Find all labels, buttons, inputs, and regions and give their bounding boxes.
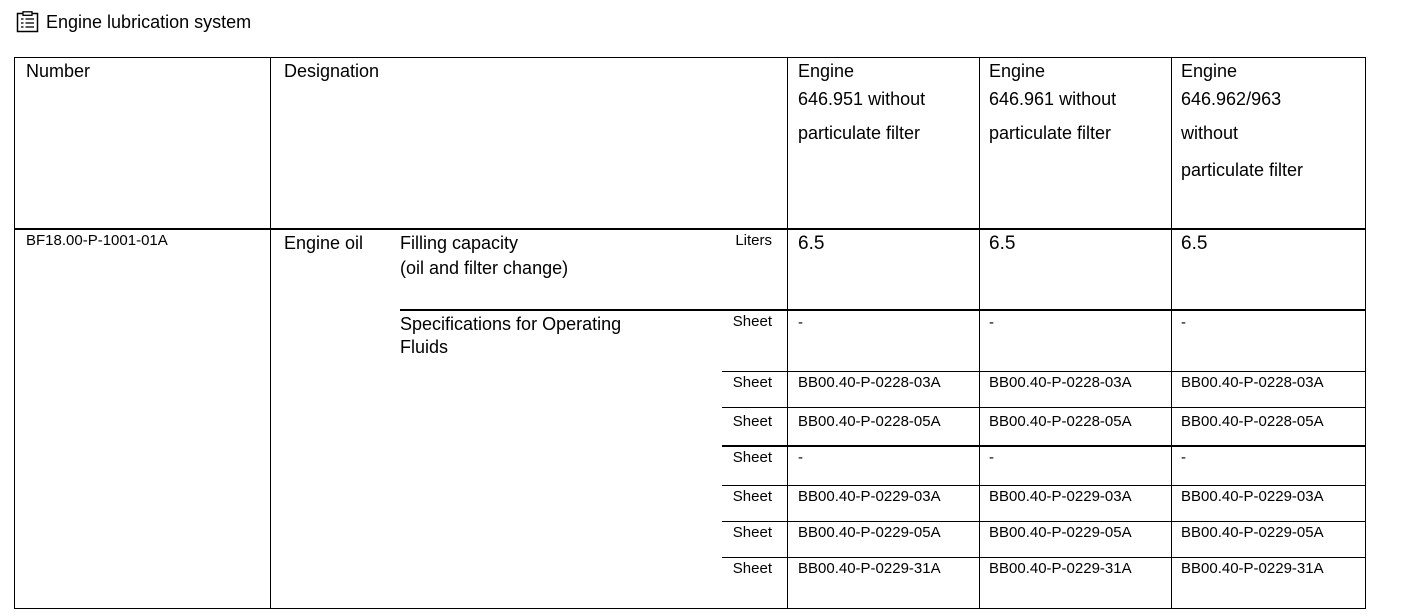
spec-value: - — [798, 449, 803, 466]
unit-sheet: Sheet — [732, 524, 772, 541]
sheet-link[interactable]: BB00.40-P-0229-31A — [798, 560, 941, 577]
column-divider — [787, 58, 788, 608]
specifications-sublabel: Fluids — [400, 337, 449, 357]
filling-value: 6.5 — [798, 233, 825, 254]
sheet-link[interactable]: BB00.40-P-0229-03A — [1181, 488, 1324, 505]
sheet-link[interactable]: BB00.40-P-0228-03A — [798, 374, 941, 391]
header-engine-line: particulate filter — [989, 123, 1112, 143]
sheet-link[interactable]: BB00.40-P-0228-03A — [989, 374, 1132, 391]
row-divider — [722, 521, 1365, 522]
row-divider — [722, 557, 1365, 558]
sheet-link[interactable]: BB00.40-P-0229-05A — [798, 524, 941, 541]
unit-sheet: Sheet — [732, 449, 772, 466]
unit-liters: Liters — [735, 232, 772, 249]
section-header — [16, 9, 251, 35]
header-engine-line: particulate filter — [798, 123, 921, 143]
row-divider — [722, 445, 1365, 447]
sheet-link[interactable]: BB00.40-P-0228-05A — [1181, 413, 1324, 430]
spec-value: - — [798, 314, 803, 331]
header-engine-line: Engine — [798, 61, 855, 81]
header-engine-line: Engine — [1181, 61, 1238, 81]
header-engine-line: 646.961 without — [989, 89, 1117, 109]
filling-capacity-label: Filling capacity — [400, 233, 519, 253]
row-divider — [722, 371, 1365, 372]
page-title: Engine lubrication system — [46, 11, 252, 32]
unit-sheet: Sheet — [732, 374, 772, 391]
specifications-label: Specifications for Operating — [400, 314, 622, 334]
row-divider — [722, 485, 1365, 486]
header-engine-2 — [989, 61, 1116, 143]
sheet-link[interactable]: BB00.40-P-0229-31A — [989, 560, 1132, 577]
part-number: BF18.00-P-1001-01A — [26, 232, 168, 249]
spec-value: - — [989, 449, 994, 466]
filling-value: 6.5 — [1181, 233, 1208, 254]
filling-value: 6.5 — [989, 233, 1016, 254]
spec-value: - — [989, 314, 994, 331]
designation-engine-oil: Engine oil — [284, 233, 364, 253]
header-designation: Designation — [284, 61, 380, 81]
header-engine-line: without — [1181, 123, 1239, 143]
sheet-link[interactable]: BB00.40-P-0228-05A — [798, 413, 941, 430]
sheet-link[interactable]: BB00.40-P-0228-03A — [1181, 374, 1324, 391]
filling-capacity-sublabel: (oil and filter change) — [400, 258, 569, 278]
header-engine-line: Engine — [989, 61, 1046, 81]
header-engine-line: 646.951 without — [798, 89, 926, 109]
spec-value: - — [1181, 449, 1186, 466]
lubrication-table — [14, 57, 1366, 609]
unit-sheet: Sheet — [732, 488, 772, 505]
unit-sheet: Sheet — [732, 313, 772, 330]
unit-sheet: Sheet — [732, 413, 772, 430]
column-divider — [979, 58, 980, 608]
header-engine-line: particulate filter — [1181, 160, 1304, 180]
header-engine-line: 646.962/963 — [1181, 89, 1282, 109]
column-divider — [1171, 58, 1172, 608]
header-engine-3 — [1181, 61, 1303, 180]
sheet-link[interactable]: BB00.40-P-0228-05A — [989, 413, 1132, 430]
document-list-icon — [16, 11, 40, 33]
row-divider — [722, 407, 1365, 408]
sheet-link[interactable]: BB00.40-P-0229-05A — [989, 524, 1132, 541]
spec-value: - — [1181, 314, 1186, 331]
row-divider — [400, 309, 1365, 311]
header-divider — [15, 228, 1365, 230]
column-divider — [270, 58, 271, 608]
header-number: Number — [26, 61, 91, 81]
unit-sheet: Sheet — [732, 560, 772, 577]
sheet-link[interactable]: BB00.40-P-0229-05A — [1181, 524, 1324, 541]
sheet-link[interactable]: BB00.40-P-0229-31A — [1181, 560, 1324, 577]
header-engine-1 — [798, 61, 925, 143]
sheet-link[interactable]: BB00.40-P-0229-03A — [989, 488, 1132, 505]
sheet-link[interactable]: BB00.40-P-0229-03A — [798, 488, 941, 505]
